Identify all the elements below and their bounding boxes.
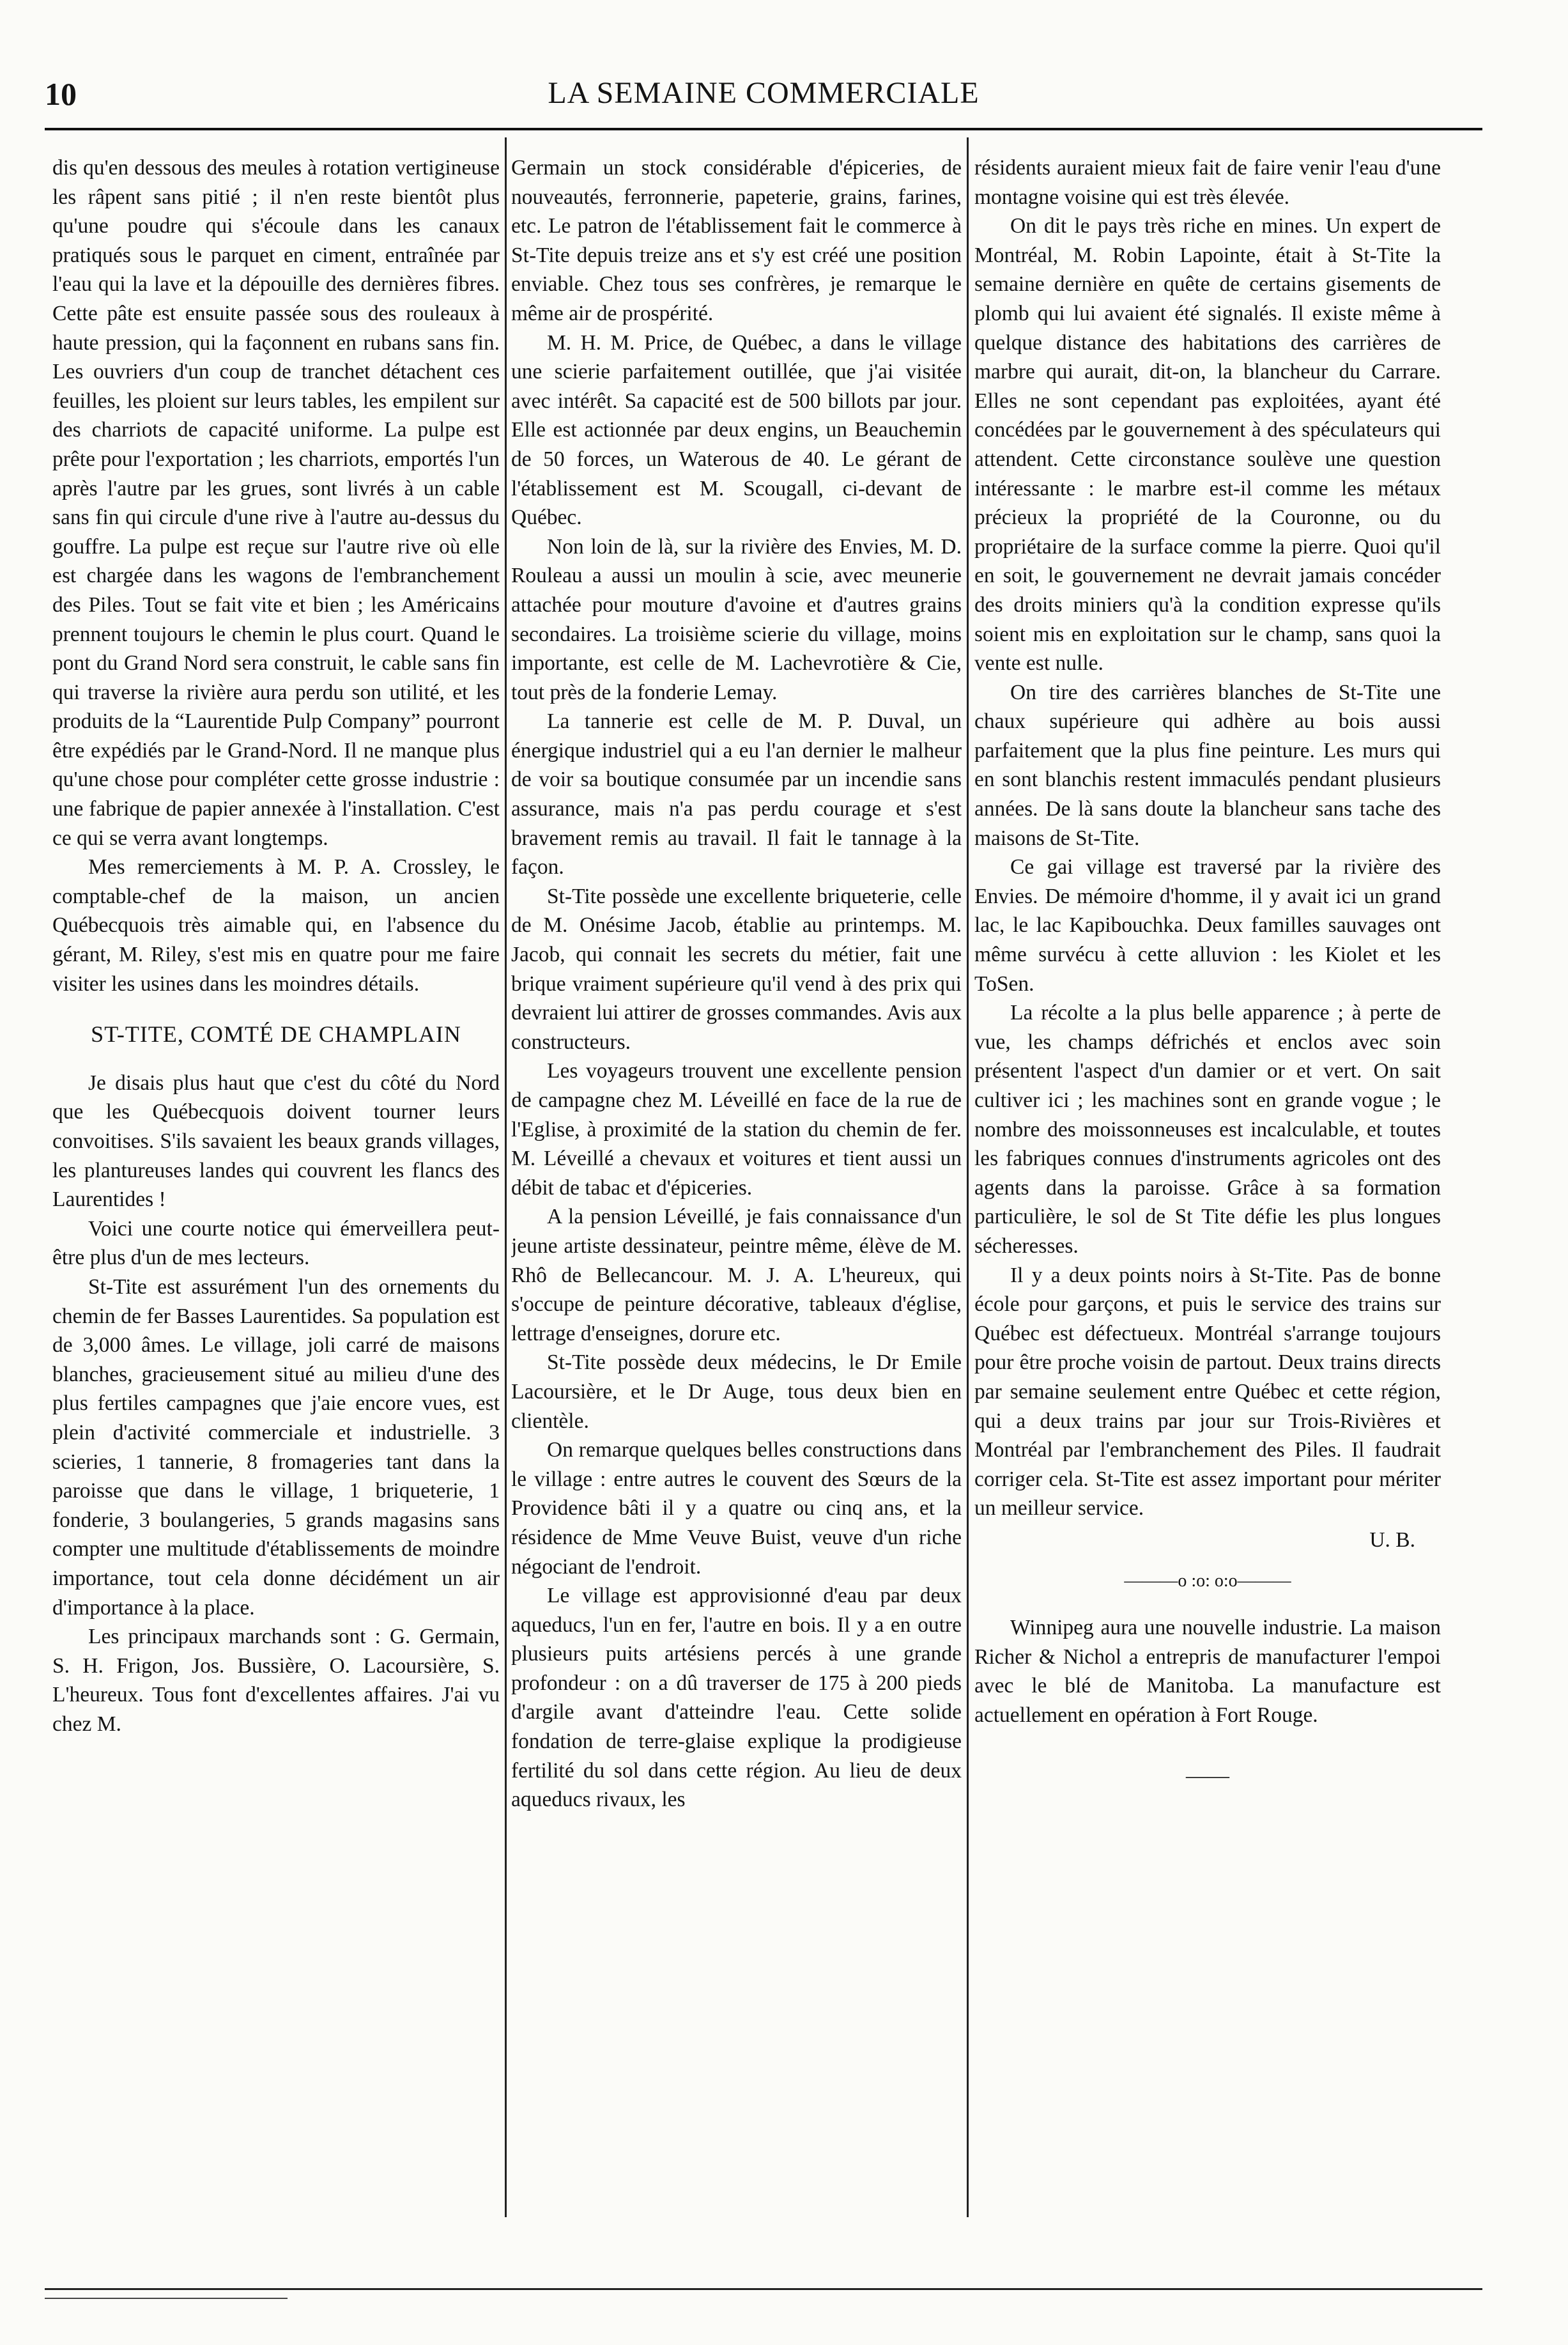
paragraph: La récolte a la plus belle apparence ; à perte de vue, les champs défrichés et enclos avec soin présentent l'aspect d'un damier or et vert. On sait cultiver ici ; les machines sont en grande vogue ; le nombre des moissonneuses est incalculable, et toutes les fabriques connues d'instruments agricoles ont des agents dans la paroisse. Grâce à sa formation particulière, le sol de St Tite défie les plus longues sécheresses. [974, 1001, 1441, 1258]
paragraph: La tannerie est celle de M. P. Duval, un énergique industriel qui a eu l'an dernier le malheur de voir sa boutique consumée par un incendie sans assurance, mais n'a pas perdu courage et s'est bravement remis au travail. Il fait le tannage à la façon. [511, 709, 962, 879]
paragraph: Voici une courte notice qui émerveillera peut-être plus d'un de mes lecteurs. [52, 1216, 500, 1270]
paragraph: A la pension Léveillé, je fais connaissance d'un jeune artiste dessinateur, peintre même, élève de M. Rhô de Bellecancour. M. J. A. L'heureux, qui s'occupe de peinture décorative, tableaux d'église, lettrage d'enseignes, dorure etc. [511, 1205, 962, 1345]
end-rule: —— [1186, 1764, 1229, 1788]
author-signature: U. B. [1369, 1528, 1415, 1552]
page-header [45, 75, 1482, 120]
paragraph: On tire des carrières blanches de St-Tite une chaux supérieure qui adhère au bois aussi parfaitement que la plus fine peinture. Les murs qui en sont blanchis restent immaculés pendant plusieurs années. De là sans doute la blancheur sans tache des maisons de St-Tite. [974, 680, 1441, 850]
paragraph: St-Tite possède une excellente briqueterie, celle de M. Onésime Jacob, établie au printemps. M. Jacob, qui connait les secrets du métier, fait une brique vraiment supérieure qu'il vend à des prix qui devraient lui attirer de grosses commandes. Avis aux constructeurs. [511, 884, 962, 1054]
paragraph: On remarque quelques belles constructions dans le village : entre autres le couvent des Sœurs de la Providence bâti il y a quatre ou cinq ans, et la résidence de Mme Veuve Buist, veuve d'un riche négociant de l'endroit. [511, 1438, 962, 1579]
paragraph: Ce gai village est traversé par la rivière des Envies. De mémoire d'homme, il y avait ici un grand lac, le lac Kapibouchka. Deux familles sauvages ont même survécu à cette alluvion : les Kiolet et les ToSen. [974, 855, 1441, 996]
journal-title: LA SEMAINE COMMERCIALE [548, 76, 980, 110]
paragraph: dis qu'en dessous des meules à rotation vertigineuse les râpent sans pitié ; il n'en reste bientôt plus qu'une poudre qui s'écoule dans les canaux pratiqués sous le parquet en ciment, entraînée par l'eau qui la lave et la dépouille des dernières fibres. Cette pâte est ensuite passée sous des rouleaux à haute pression, qui la façonnent en rubans sans fin. Les ouvriers d'un coup de tranchet détachent ces feuilles, les ploient sur leurs tables, les empilent sur des charriots de capacité uniforme. La pulpe est prête pour l'exportation ; les charriots, emportés l'un après l'autre par les grues, sont livrés à un cable sans fin qui circule d'une rive à l'autre au-dessus du gouffre. La pulpe est reçue sur l'autre rive où elle est chargée dans les wagons de l'embranchement des Piles. Tout se fait vite et bien ; les Américains prennent toujours le chemin le plus court. Quand le pont du Grand Nord sera construit, le cable sans fin qui traverse la rivière aura perdu son utilité, et les produits de la “Laurentide Pulp Company” pourront être expédiés par le Grand-Nord. Il ne manque plus qu'une chose pour compléter cette grosse industrie : une fabrique de papier annexée à l'installation. C'est ce qui se verra avant longtemps. [52, 156, 500, 850]
paragraph: Germain un stock considérable d'épiceries, de nouveautés, ferronnerie, papeterie, grains, farines, etc. Le patron de l'établissement fait le commerce à St-Tite depuis treize ans et s'y est créé une position enviable. Chez tous ses confrères, je remarque le même air de prospérité. [511, 156, 962, 325]
article-column-1 [52, 153, 500, 2230]
column-divider [505, 137, 507, 2217]
paragraph: St-Tite est assurément l'un des ornements du chemin de fer Basses Laurentides. Sa population est de 3,000 âmes. Le village, joli carré de maisons blanches, gracieusement situé au milieu d'une des plus fertiles campagnes que j'aie encore vues, est plein d'activité commerciale et industrielle. 3 scieries, 1 tannerie, 8 fromageries tant dans la paroisse que dans le village, 1 briqueterie, 1 fonderie, 3 boulangeries, 5 grands magasins sans compter une multitude d'établissements de moindre importance, tout cela donne décidément un air d'importance à la place. [52, 1274, 500, 1620]
paragraph: Les principaux marchands sont : G. Germain, S. H. Frigon, Jos. Bussière, O. Lacoursière, S. L'heureux. Tous font d'excellentes affaires. J'ai vu chez M. [52, 1625, 500, 1736]
page-number: 10 [45, 76, 77, 112]
article-column-2 [511, 153, 962, 2230]
footer-rule [45, 2298, 288, 2299]
paragraph: On dit le pays très riche en mines. Un expert de Montréal, M. Robin Lapointe, était à St-Tite la semaine dernière en quête de certains gisements de plomb qui lui avaient été signalés. Il existe même à quelque distance des habitations des carrières de marbre qui aurait, dit-on, la blancheur du Carrare. Elles ne sont cependant pas exploitées, ayant été concédées par le gouvernement à des spéculateurs qui attendent. Cette circonstance soulève une question intéressante : le marbre est-il comme les métaux précieux la propriété de la Couronne, ou du propriétaire de la surface comme la pierre. Quoi qu'il en soit, le gouvernement ne devrait jamais concéder des droits miniers qu'à la condition expresse qu'ils soient mis en exploitation sur le champ, sans quoi la vente est nulle. [974, 214, 1441, 676]
paragraph: St-Tite possède deux médecins, le Dr Emile Lacoursière, et le Dr Auge, tous deux bien en clientèle. [511, 1351, 962, 1433]
section-divider: ———o :o: o:o——— [1124, 1570, 1291, 1591]
paragraph: Winnipeg aura une nouvelle industrie. La maison Richer & Nichol a entrepris de manufacturer l'empoi avec le blé de Manitoba. La manufacture est actuellement en opération à Fort Rouge. [974, 1616, 1441, 1727]
header-rule [45, 128, 1482, 130]
section-title: ST-TITE, COMTÉ DE CHAMPLAIN [91, 1021, 461, 1048]
column-divider [967, 137, 969, 2217]
footer-rule [45, 2288, 1482, 2290]
paragraph: Il y a deux points noirs à St-Tite. Pas de bonne école pour garçons, et puis le service des trains sur Québec est défectueux. Montréal s'arrange toujours pour être proche voisin de partout. Deux trains directs par semaine seulement entre Québec et cette région, qui a deux trains par jour sur Trois-Rivières et Montréal par l'embranchement des Piles. Il faudrait corriger cela. St-Tite est assez important pour mériter un meilleur service. [974, 1263, 1441, 1521]
paragraph: résidents auraient mieux fait de faire venir l'eau d'une montagne voisine qui est très élevée. [974, 156, 1441, 209]
paragraph: Je disais plus haut que c'est du côté du Nord que les Québecquois doivent tourner leurs convoitises. S'ils savaient les beaux grands villages, les plantureuses landes qui couvrent les flancs des Laurentides ! [52, 1071, 500, 1212]
paragraph: Non loin de là, sur la rivière des Envies, M. D. Rouleau a aussi un moulin à scie, avec meunerie attachée pour mouture d'avoine et d'autres grains secondaires. La troisième scierie du village, moins importante, est celle de M. Lachevrotière & Cie, tout près de la fonderie Lemay. [511, 534, 962, 704]
paragraph: Mes remerciements à M. P. A. Crossley, le comptable-chef de la maison, un ancien Québecquois très aimable qui, en l'absence du gérant, M. Riley, s'est mis en quatre pour me faire visiter les usines dans les moindres détails. [52, 855, 500, 996]
paragraph: M. H. M. Price, de Québec, a dans le village une scierie parfaitement outillée, que j'ai visitée avec intérêt. Sa capacité est de 500 billots par jour. Elle est actionnée par deux engins, un Beauchemin de 50 forces, un Waterous de 40. Le gérant de l'établissement est M. Scougall, ci-devant de Québec. [511, 330, 962, 530]
paragraph: Le village est approvisionné d'eau par deux aqueducs, l'un en fer, l'autre en bois. Il y a en outre plusieurs puits artésiens percés à une grande profondeur : on a dû traverser de 175 à 200 pieds d'argile avant d'atteindre l'eau. Cette solide fondation de terre-glaise explique la prodigieuse fertilité du sol dans cette région. Au lieu de deux aqueducs rivaux, les [511, 1584, 962, 1812]
paragraph: Les voyageurs trouvent une excellente pension de campagne chez M. Léveillé en face de la rue de l'Eglise, à proximité de la station du chemin de fer. M. Léveillé a chevaux et voitures et tient aussi un débit de tabac et d'épiceries. [511, 1059, 962, 1200]
article-column-3 [974, 153, 1441, 2230]
